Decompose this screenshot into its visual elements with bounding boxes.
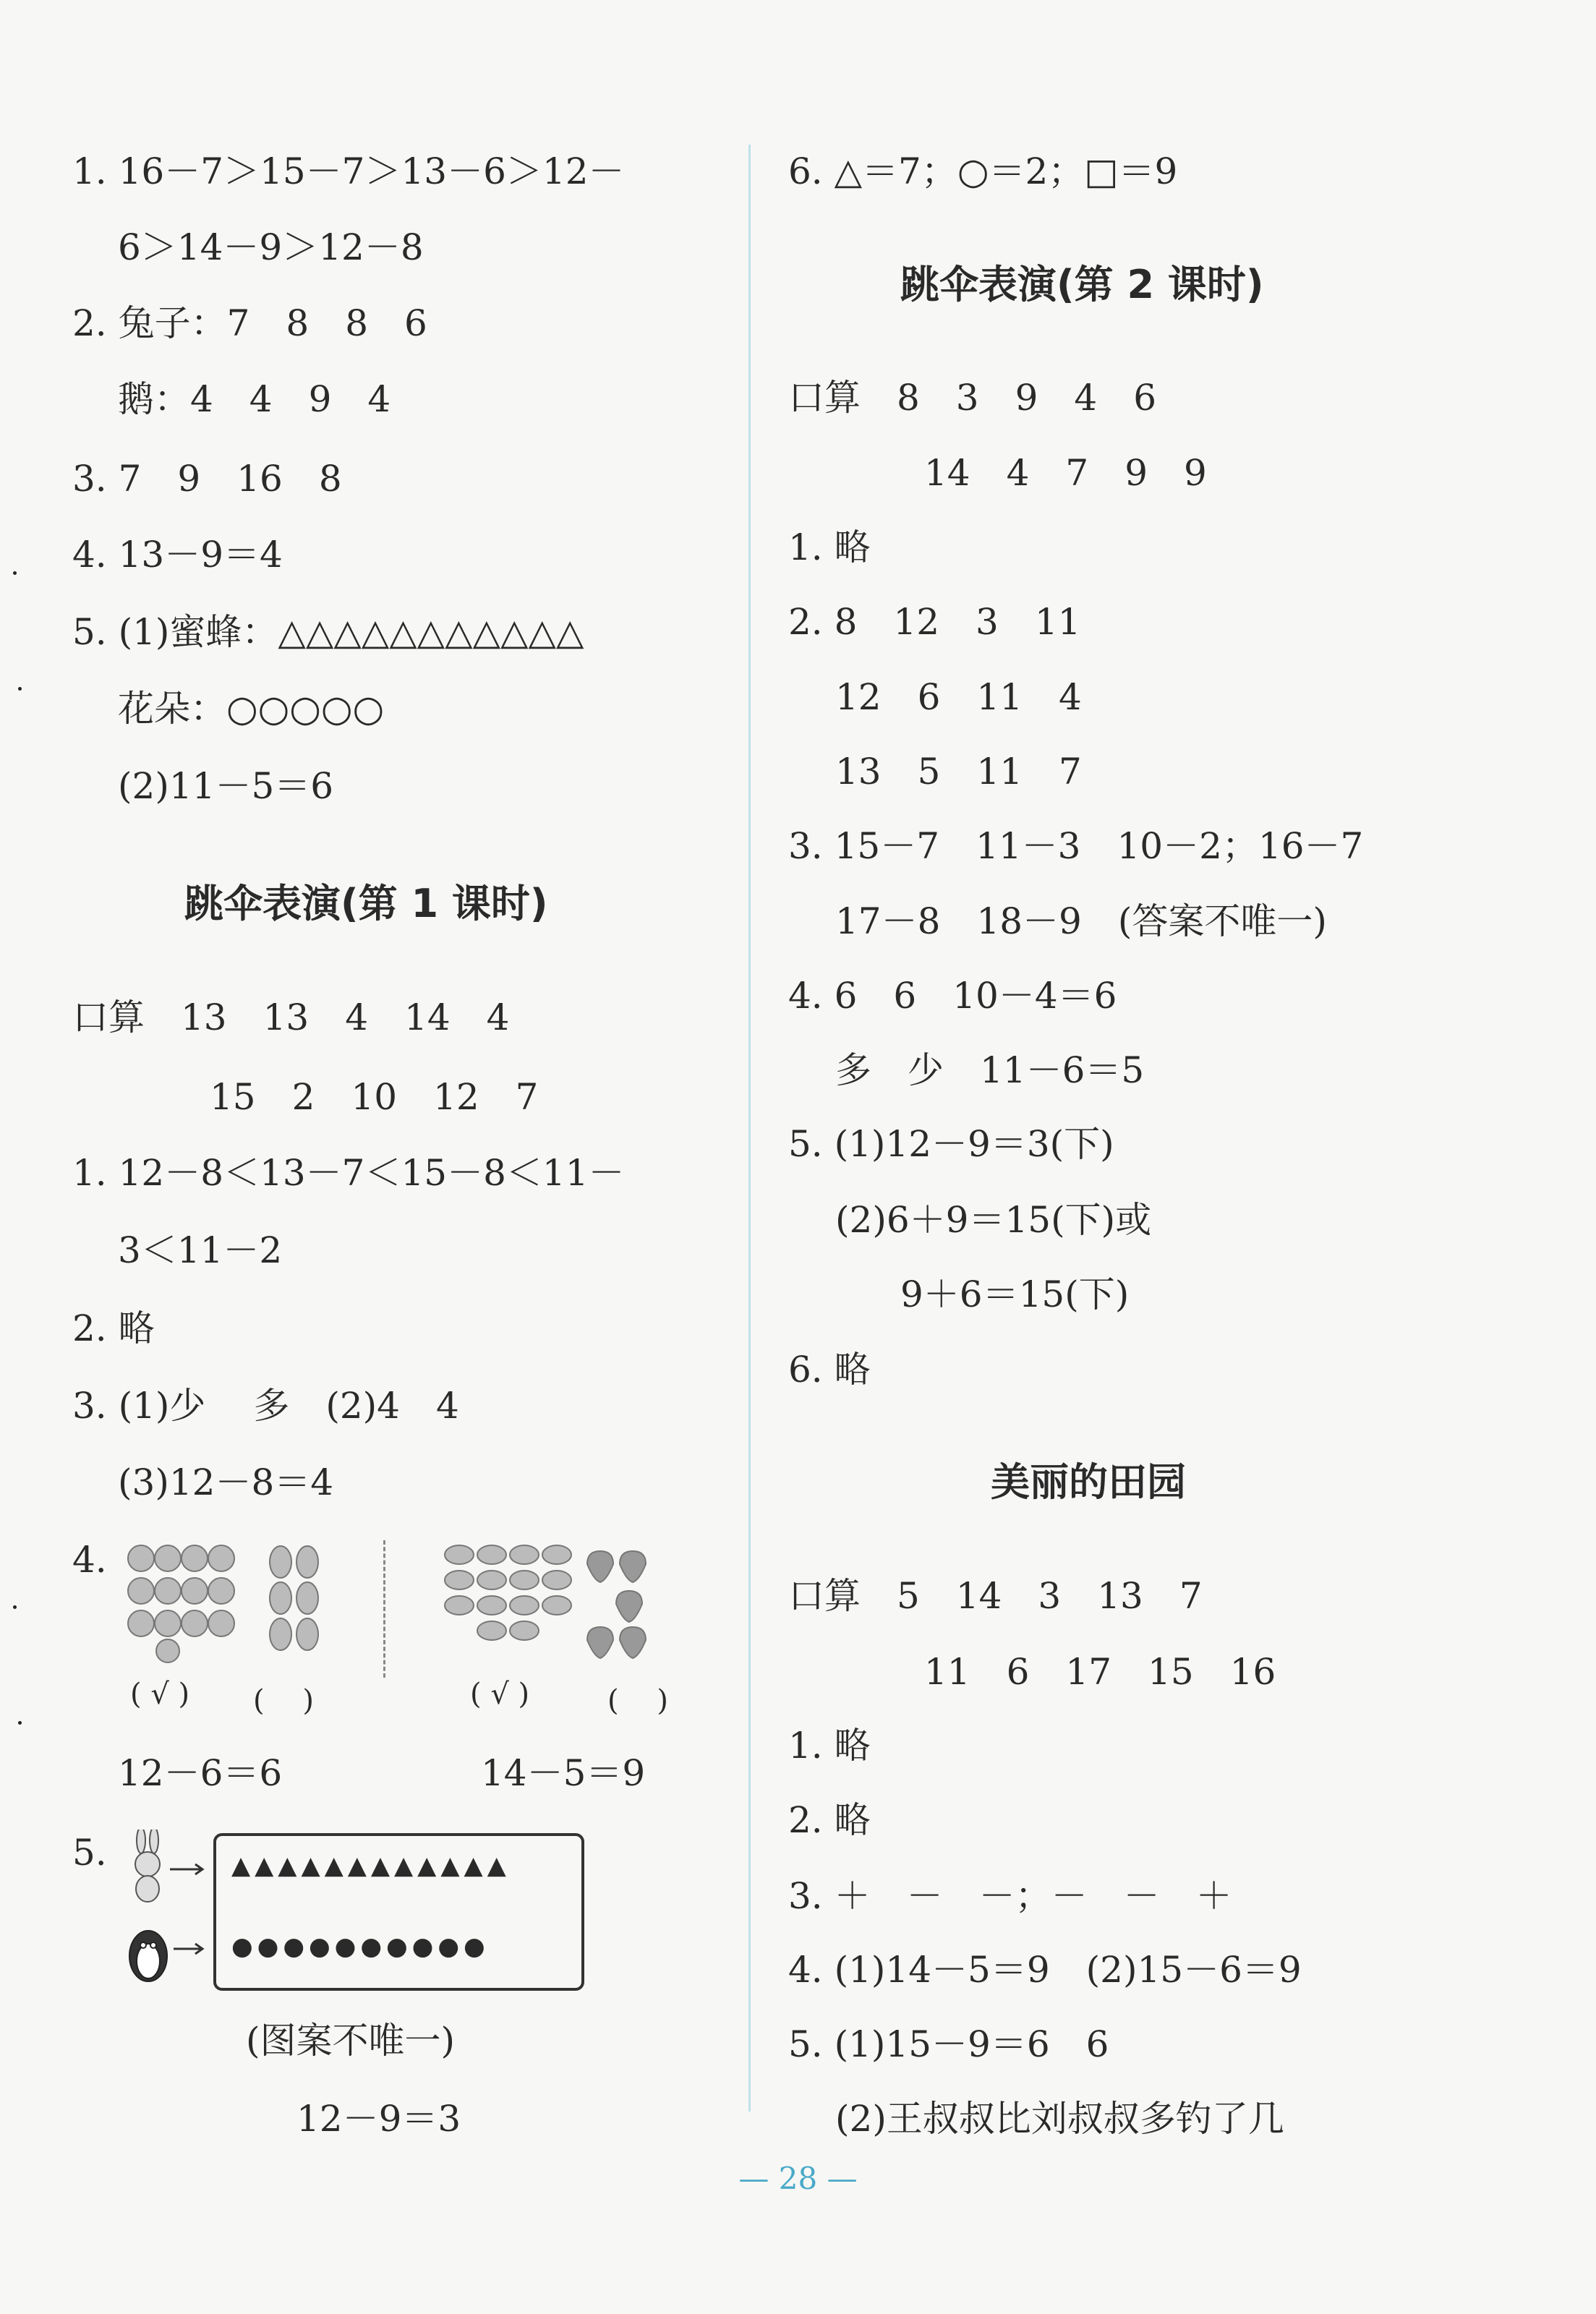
scan-speck — [13, 1605, 17, 1609]
answer-line: 3＜11－2 — [118, 1229, 283, 1271]
choice-mark: ( ) — [607, 1684, 668, 1717]
section-heading: 美丽的田园 — [991, 1459, 1186, 1505]
answer-line: 1. 12－8＜13－7＜15－8＜11－ — [72, 1152, 625, 1194]
note: (图案不唯一) — [246, 2020, 456, 2062]
answer-line: 3. 7 9 16 8 — [72, 458, 342, 500]
answer-line: 1. 16－7＞15－7＞13－6＞12－ — [72, 150, 625, 192]
answer-line: 4. — [72, 1539, 107, 1581]
answer-line: 5. — [72, 1832, 107, 1874]
answer-line: 2. 8 12 3 11 — [788, 601, 1081, 643]
rabbit-icon — [135, 1830, 160, 1902]
answer-line: 13 5 11 7 — [835, 751, 1082, 793]
strawberry-group — [587, 1551, 646, 1658]
equation: 12－6＝6 — [118, 1752, 283, 1794]
equation: 12－9＝3 — [296, 2098, 461, 2140]
answer-line: 6. △＝7；○＝2；□＝9 — [788, 150, 1178, 192]
answer-line: (2)6＋9＝15(下)或 — [835, 1199, 1152, 1241]
answer-line: 2. 略 — [72, 1307, 155, 1349]
scan-speck — [13, 571, 17, 575]
answer-line: (2)11－5＝6 — [118, 765, 334, 807]
answer-line: 9＋6＝15(下) — [900, 1273, 1130, 1315]
answer-line: 4. 13－9＝4 — [72, 534, 283, 576]
choice-mark: ( ) — [253, 1684, 314, 1717]
answer-line: 1. 略 — [788, 1725, 871, 1767]
answer-line: 6. 略 — [788, 1349, 871, 1391]
answer-line: (3)12－8＝4 — [118, 1461, 334, 1503]
dot-row: ●●●●●●●●●● — [231, 1932, 490, 1961]
answer-line: 4. 6 6 10－4＝6 — [788, 975, 1117, 1017]
answer-line: 4. (1)14－5＝9 (2)15－6＝9 — [788, 1949, 1302, 1991]
answer-line: 1. 略 — [788, 526, 871, 568]
fruit-figure — [123, 1537, 680, 1681]
equation: 14－5＝9 — [481, 1752, 646, 1794]
choice-mark: ( √ ) — [470, 1678, 530, 1711]
scan-speck — [18, 687, 22, 691]
page-number: — 28 — — [738, 2161, 858, 2196]
section-heading: 跳伞表演(第 2 课时) — [900, 262, 1264, 307]
column-divider — [748, 145, 751, 2112]
section-heading: 跳伞表演(第 1 课时) — [184, 881, 548, 926]
answer-line: 3. (1)少 多 (2)4 4 — [72, 1385, 459, 1427]
pear-group — [270, 1546, 318, 1650]
answer-line: (2)王叔叔比刘叔叔多钓了几 — [835, 2098, 1284, 2140]
answer-line: 3. 15－7 11－3 10－2；16－7 — [788, 825, 1364, 867]
mental-math-line: 口算 5 14 3 13 7 — [788, 1575, 1203, 1617]
answer-line: 鹅：4 4 9 4 — [118, 378, 391, 420]
answer-line: 多 少 11－6＝5 — [835, 1049, 1145, 1091]
answer-line: 2. 略 — [788, 1799, 871, 1841]
peach-group — [445, 1545, 571, 1640]
penguin-icon — [129, 1931, 167, 1981]
answer-line: 6＞14－9＞12－8 — [118, 226, 424, 268]
triangle-row: ▲▲▲▲▲▲▲▲▲▲▲▲ — [231, 1851, 511, 1880]
answer-line: 5. (1)蜜蜂：△△△△△△△△△△△ — [72, 611, 584, 653]
mental-math-line: 14 4 7 9 9 — [924, 452, 1207, 494]
answer-line: 3. ＋ － －；－ － ＋ — [788, 1875, 1232, 1917]
animal-icons — [119, 1830, 213, 1996]
mental-math-line: 15 2 10 12 7 — [210, 1076, 539, 1118]
mental-math-line: 11 6 17 15 16 — [924, 1651, 1276, 1693]
answer-line: 花朵：○○○○○ — [118, 688, 385, 730]
mental-math-line: 口算 8 3 9 4 6 — [788, 377, 1157, 419]
answer-line: 17－8 18－9 (答案不唯一) — [835, 900, 1327, 942]
scan-speck — [18, 1721, 22, 1725]
figure-divider — [383, 1540, 385, 1678]
answer-line: 5. (1)12－9＝3(下) — [788, 1123, 1114, 1165]
answer-line: 12 6 11 4 — [835, 676, 1082, 718]
apple-group — [128, 1545, 234, 1662]
mental-math-line: 口算 13 13 4 14 4 — [72, 996, 510, 1038]
answer-line: 2. 兔子：7 8 8 6 — [72, 302, 427, 344]
answer-line: 5. (1)15－9＝6 6 — [788, 2023, 1109, 2065]
choice-mark: ( √ ) — [130, 1678, 190, 1711]
